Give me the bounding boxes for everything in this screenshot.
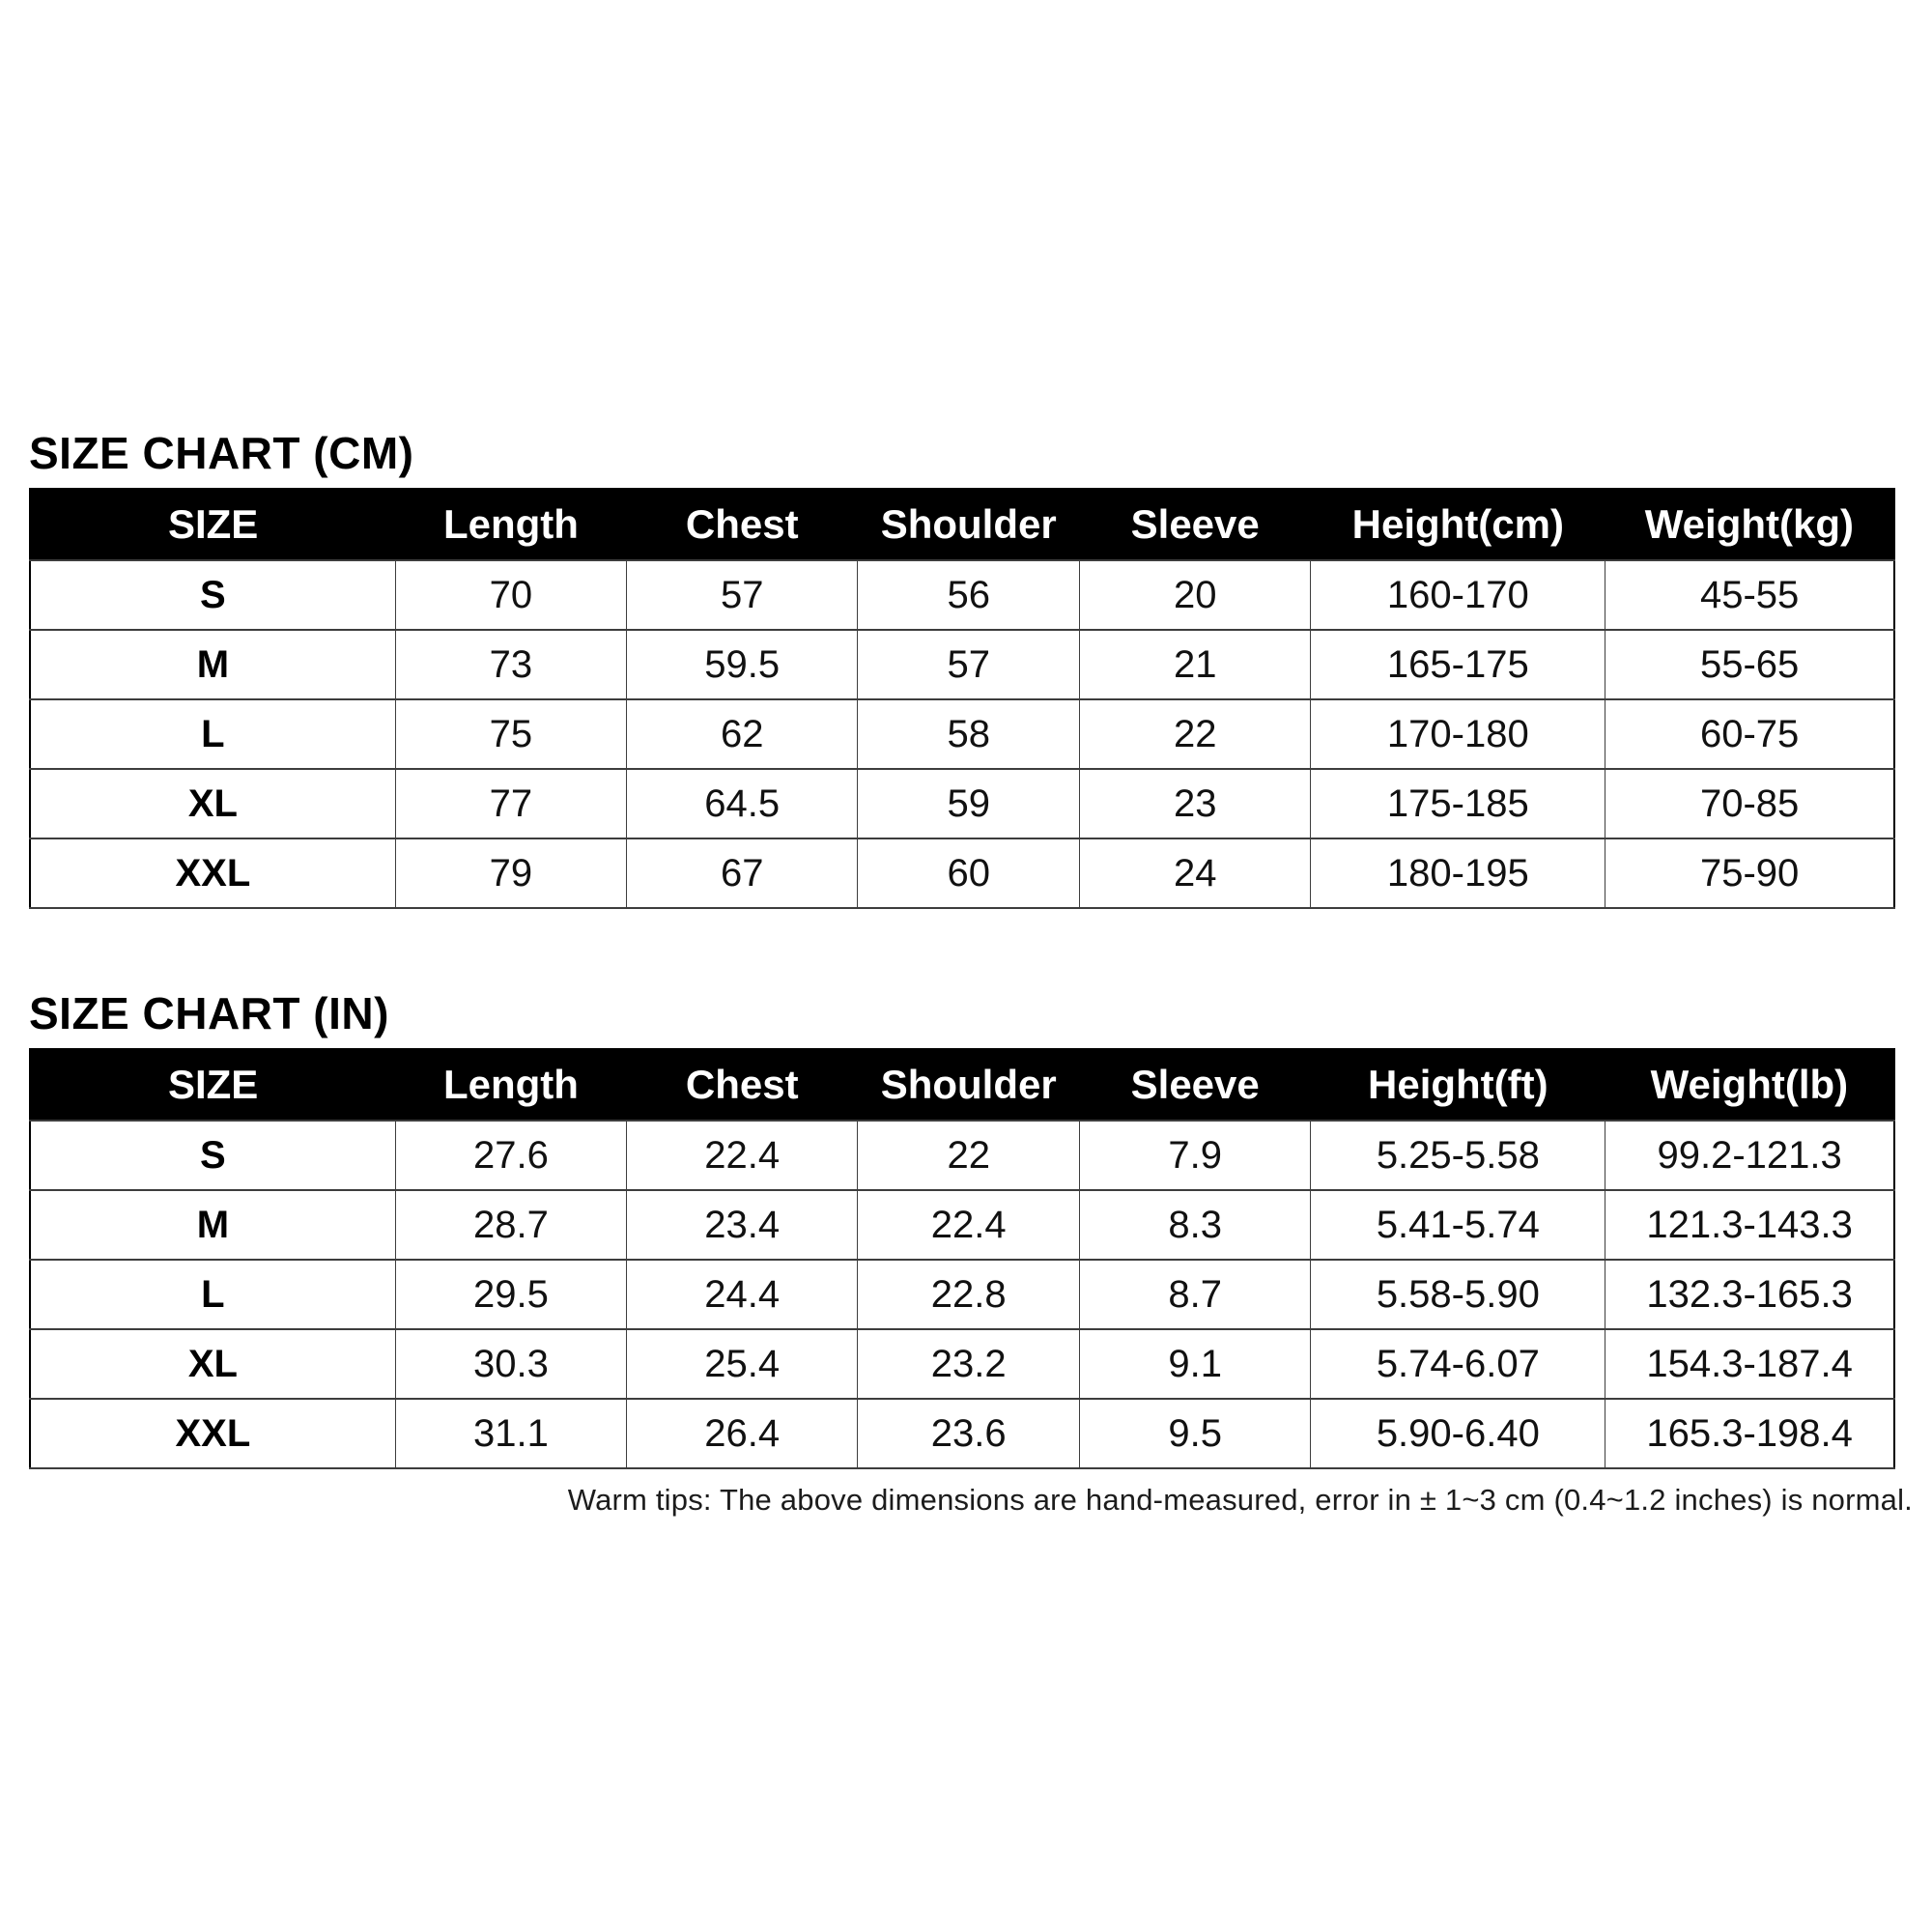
header-cell: Chest bbox=[627, 1049, 858, 1121]
value-cell: 5.74-6.07 bbox=[1311, 1329, 1605, 1399]
size-cell: S bbox=[30, 560, 395, 630]
value-cell: 57 bbox=[627, 560, 858, 630]
value-cell: 9.1 bbox=[1080, 1329, 1311, 1399]
size-cell: XL bbox=[30, 769, 395, 838]
size-cell: XL bbox=[30, 1329, 395, 1399]
value-cell: 45-55 bbox=[1605, 560, 1894, 630]
value-cell: 25.4 bbox=[627, 1329, 858, 1399]
value-cell: 5.25-5.58 bbox=[1311, 1121, 1605, 1190]
value-cell: 180-195 bbox=[1311, 838, 1605, 908]
value-cell: 175-185 bbox=[1311, 769, 1605, 838]
value-cell: 70-85 bbox=[1605, 769, 1894, 838]
table-body bbox=[30, 1121, 1894, 1468]
header-cell: Shoulder bbox=[858, 1049, 1080, 1121]
table-header bbox=[30, 1049, 1894, 1121]
value-cell: 160-170 bbox=[1311, 560, 1605, 630]
header-cell: SIZE bbox=[30, 1049, 395, 1121]
value-cell: 73 bbox=[395, 630, 626, 699]
header-cell: Length bbox=[395, 1049, 626, 1121]
value-cell: 22.4 bbox=[858, 1190, 1080, 1260]
value-cell: 22.4 bbox=[627, 1121, 858, 1190]
value-cell: 24.4 bbox=[627, 1260, 858, 1329]
value-cell: 70 bbox=[395, 560, 626, 630]
value-cell: 75-90 bbox=[1605, 838, 1894, 908]
header-cell: Height(ft) bbox=[1311, 1049, 1605, 1121]
value-cell: 60 bbox=[858, 838, 1080, 908]
table-row bbox=[30, 1260, 1894, 1329]
size-chart-in-title: SIZE CHART (IN) bbox=[29, 988, 389, 1038]
value-cell: 23.2 bbox=[858, 1329, 1080, 1399]
table-row bbox=[30, 699, 1894, 769]
value-cell: 9.5 bbox=[1080, 1399, 1311, 1468]
value-cell: 67 bbox=[627, 838, 858, 908]
size-chart-cm-title: SIZE CHART (CM) bbox=[29, 428, 414, 478]
table-row bbox=[30, 1329, 1894, 1399]
table-row bbox=[30, 560, 1894, 630]
size-cell: XXL bbox=[30, 838, 395, 908]
size-cell: L bbox=[30, 699, 395, 769]
value-cell: 58 bbox=[858, 699, 1080, 769]
value-cell: 7.9 bbox=[1080, 1121, 1311, 1190]
value-cell: 23.6 bbox=[858, 1399, 1080, 1468]
value-cell: 165.3-198.4 bbox=[1605, 1399, 1894, 1468]
size-chart-cm-table bbox=[29, 488, 1895, 909]
value-cell: 28.7 bbox=[395, 1190, 626, 1260]
value-cell: 75 bbox=[395, 699, 626, 769]
value-cell: 56 bbox=[858, 560, 1080, 630]
value-cell: 29.5 bbox=[395, 1260, 626, 1329]
size-chart-in-table bbox=[29, 1048, 1895, 1469]
table-row bbox=[30, 1190, 1894, 1260]
value-cell: 23 bbox=[1080, 769, 1311, 838]
value-cell: 154.3-187.4 bbox=[1605, 1329, 1894, 1399]
value-cell: 59.5 bbox=[627, 630, 858, 699]
value-cell: 30.3 bbox=[395, 1329, 626, 1399]
table-row bbox=[30, 1399, 1894, 1468]
value-cell: 24 bbox=[1080, 838, 1311, 908]
value-cell: 99.2-121.3 bbox=[1605, 1121, 1894, 1190]
size-cell: M bbox=[30, 1190, 395, 1260]
table-body bbox=[30, 560, 1894, 908]
value-cell: 26.4 bbox=[627, 1399, 858, 1468]
header-cell: Length bbox=[395, 489, 626, 560]
value-cell: 64.5 bbox=[627, 769, 858, 838]
size-cell: L bbox=[30, 1260, 395, 1329]
header-cell: Sleeve bbox=[1080, 489, 1311, 560]
header-cell: Chest bbox=[627, 489, 858, 560]
value-cell: 59 bbox=[858, 769, 1080, 838]
value-cell: 22 bbox=[1080, 699, 1311, 769]
size-chart-sheet bbox=[29, 428, 1913, 1518]
table-row bbox=[30, 630, 1894, 699]
value-cell: 55-65 bbox=[1605, 630, 1894, 699]
value-cell: 121.3-143.3 bbox=[1605, 1190, 1894, 1260]
value-cell: 5.58-5.90 bbox=[1311, 1260, 1605, 1329]
value-cell: 60-75 bbox=[1605, 699, 1894, 769]
table-row bbox=[30, 1121, 1894, 1190]
value-cell: 62 bbox=[627, 699, 858, 769]
value-cell: 132.3-165.3 bbox=[1605, 1260, 1894, 1329]
header-cell: Weight(kg) bbox=[1605, 489, 1894, 560]
size-cell: M bbox=[30, 630, 395, 699]
value-cell: 5.41-5.74 bbox=[1311, 1190, 1605, 1260]
value-cell: 21 bbox=[1080, 630, 1311, 699]
header-cell: SIZE bbox=[30, 489, 395, 560]
header-cell: Shoulder bbox=[858, 489, 1080, 560]
size-cell: S bbox=[30, 1121, 395, 1190]
table-header bbox=[30, 489, 1894, 560]
value-cell: 170-180 bbox=[1311, 699, 1605, 769]
value-cell: 8.3 bbox=[1080, 1190, 1311, 1260]
header-cell: Weight(lb) bbox=[1605, 1049, 1894, 1121]
table-row bbox=[30, 838, 1894, 908]
value-cell: 79 bbox=[395, 838, 626, 908]
value-cell: 22 bbox=[858, 1121, 1080, 1190]
value-cell: 165-175 bbox=[1311, 630, 1605, 699]
value-cell: 57 bbox=[858, 630, 1080, 699]
value-cell: 22.8 bbox=[858, 1260, 1080, 1329]
header-cell: Sleeve bbox=[1080, 1049, 1311, 1121]
value-cell: 8.7 bbox=[1080, 1260, 1311, 1329]
measurement-disclaimer: Warm tips: The above dimensions are hand-measured, error in ± 1~3 cm (0.4~1.2 inches) is normal. bbox=[567, 1483, 1913, 1517]
value-cell: 31.1 bbox=[395, 1399, 626, 1468]
header-cell: Height(cm) bbox=[1311, 489, 1605, 560]
size-cell: XXL bbox=[30, 1399, 395, 1468]
value-cell: 5.90-6.40 bbox=[1311, 1399, 1605, 1468]
value-cell: 20 bbox=[1080, 560, 1311, 630]
table-row bbox=[30, 769, 1894, 838]
value-cell: 77 bbox=[395, 769, 626, 838]
value-cell: 23.4 bbox=[627, 1190, 858, 1260]
value-cell: 27.6 bbox=[395, 1121, 626, 1190]
